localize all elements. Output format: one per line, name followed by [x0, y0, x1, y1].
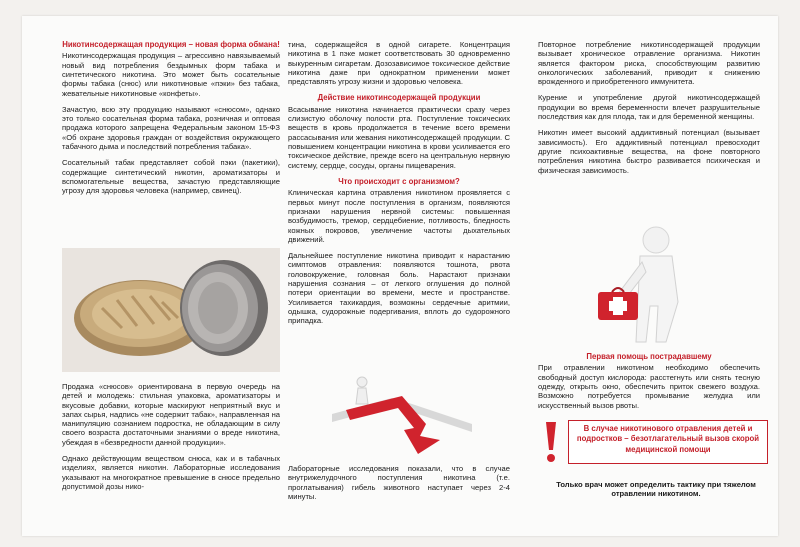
paragraph: Сосательный табак представляет собой пэки (пакетики), содержащие синтетический никотин, ароматизаторы и вспомогательные вещества, зачастую представляющие угрозу для здоровья человека (например, свинец). — [62, 158, 280, 196]
paragraph: Лабораторные исследования показали, что в случае внутрижелудочного поступления никотина (т.е. проглатывания) гибель животного наступает через 2-4 минуты. — [288, 464, 510, 501]
paragraph: Клиническая картина отравления никотином проявляется с первых минут после поступления в организм, появляются признаки нарушения нервной системы: повышенная возбудимость, тремор, сердцебиение, потливость, бледность кожных покровов, увеличение частоты дыхательных движений. — [288, 188, 510, 244]
paragraph: Однако действующим веществом снюса, как и в табачных изделиях, является никотин. Лабораторные исследования указывают на многократное превышение в снюсе предельно допустимой дозы нико- — [62, 454, 280, 491]
column-3-lower — [538, 352, 760, 417]
exclamation-icon — [544, 420, 558, 464]
column-1-lower — [62, 382, 280, 498]
heading-nicotine-products: Никотинсодержащая продукция – новая форма обмана! — [62, 40, 280, 49]
column-2 — [288, 40, 510, 333]
snus-tin-photo — [62, 248, 280, 372]
paragraph: Продажа «снюсов» ориентирована в первую очередь на детей и молодежь: стильная упаковка, ароматизаторы и вкусовые добавки, которые маскируют неприятный вкус и запах сырья, надпись «не содержит табак», направленная на манипуляцию сознанием подростка, не обладающим в силу своего возраста достаточными знаниями о вреде никотина, убеждая в «безвредности данной продукции». — [62, 382, 280, 447]
column-3 — [538, 40, 760, 182]
heading-what-happens: Что происходит с организмом? — [338, 176, 460, 186]
heading-first-aid: Первая помощь пострадавшему — [586, 352, 712, 361]
final-note: Только врач может определить тактику при тяжелом отравлении никотином. — [556, 480, 756, 499]
paragraph: Зачастую, всю эту продукцию называют «снюсом», однако это только сосательная форма табака, розничная и оптовая продажа которого запрещена Федеральным законом 15-ФЗ «Об охране здоровья граждан от воздействия окружающего табачного дыма и последствий потребления табака». — [62, 104, 280, 152]
column-1 — [62, 40, 280, 203]
paragraph: тина, содержащейся в одной сигарете. Концентрация никотина в 1 пэке может соответствовать 30 одновременно выкуренным сигаретам. Дозозависимое токсическое действие никотина даже при однократном применении может представлять угрозу жизни и здоровью человека. — [288, 40, 510, 87]
paragraph: Дальнейшее поступление никотина приводит к нарастанию симптомов отравления: появляются тошнота, рвота головокружение, головная боль. Нарастают признаки нарушения сознания – от легкого оглушения до полной потери ориентации во времени, месте и пространстве. Усиливается тахикардия, возможны сердечные аритмии, одышка, судорожные подергивания, вплоть до судорожного припадка. — [288, 251, 510, 326]
emergency-alert-box: В случае никотинового отравления детей и подростков – безотлагательный вызов скорой медицинской помощи — [568, 420, 768, 464]
doctor-figure-illustration — [582, 222, 712, 346]
paragraph: Никотинсодержащая продукция – агрессивно навязываемый новый вид потребления бездымных форм табака и синтетического никотина. Это может быть сосательные формы табака (снюс) или никотиновые «пэки» без табака, жевательные никотиновые «конфеты». — [62, 51, 280, 98]
paragraph: Всасывание никотина начинается практически сразу через слизистую оболочку полости рта. Поступление токсических веществ в кровь продолжается в течение всего времени рассасывания или жевания никотинсодержащей продукции. С повышением концентрации никотина в крови усиливается его токсическое действие, прежде всего на центральную нервную систему, сердце, сосуды, органы пищеварения. — [288, 104, 510, 170]
paragraph: Курение и употребление другой никотинсодержащей продукции во время беременности влечет разрушительные последствия как для плода, так и для беременной женщины. — [538, 93, 760, 122]
column-2-lower — [288, 464, 510, 508]
paragraph: При отравлении никотином необходимо обеспечить свободный доступ кислорода: расстегнуть или снять тесную одежду, открыть окно, обеспечить приток свежего воздуха. Возможно потребуется промывание желудка или искусственный вызов рвоты. — [538, 363, 760, 410]
heading-action: Действие никотинсодержащей продукции — [317, 93, 481, 103]
falling-figure-illustration — [322, 374, 482, 456]
leaflet-page — [22, 16, 778, 536]
paragraph: Повторное потребление никотинсодержащей продукции вызывает хроническое отравление организма. Никотин является фактором риска, способствующим развитию онкологических заболеваний, приводит к снижению врожденного и приобретенного иммунитета. — [538, 40, 760, 87]
paragraph: Никотин имеет высокий аддиктивный потенциал (вызывает зависимость). Его аддиктивный потенциал превосходит другие психоактивные вещества, на фоне повторного потребления никотина быстро развивается психическая и физическая зависимость. — [538, 128, 760, 175]
